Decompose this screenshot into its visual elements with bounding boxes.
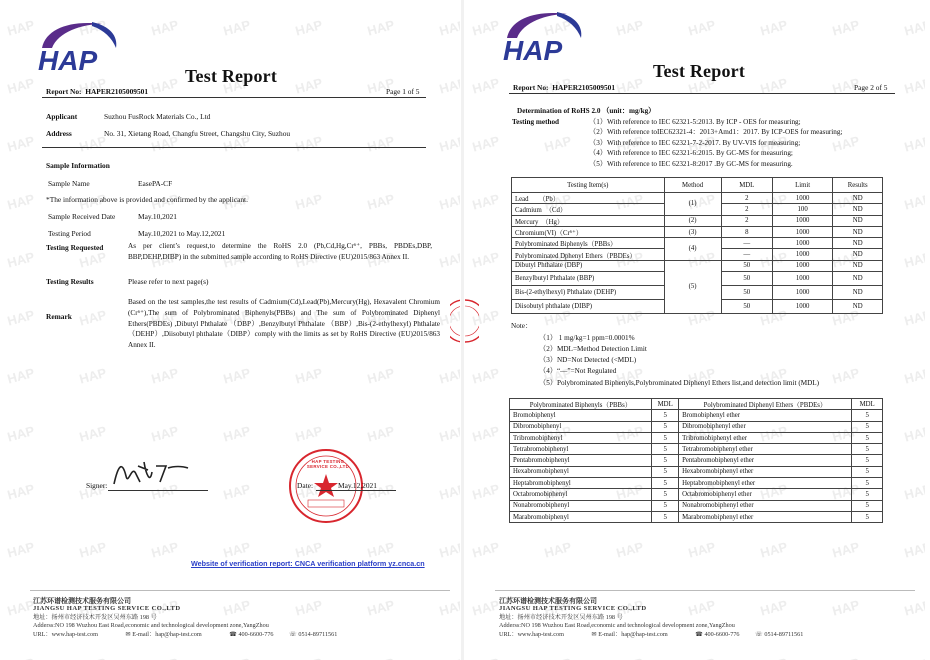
verification-link[interactable]: Website of verification report: CNCA verification platform yz.cnca.cn	[191, 559, 425, 568]
confirm-note: *The information above is provided and confirmed by the applicant.	[46, 195, 248, 204]
testing-requested-value: As per client’s request,to determine the RoHS 2.0 (Pb,Cd,Hg,Cr⁶⁺, PBBs, PBDEs,DBP, BBP,DEHP,DIBP) in the submitted sample according to RoHS Directive (EU)2015/863 Annex II.	[128, 242, 432, 261]
report-page-2	[465, 0, 925, 660]
mdl-cell: 50	[721, 300, 772, 314]
signature	[108, 456, 192, 492]
table-row	[512, 260, 883, 271]
report-number	[513, 83, 615, 92]
item-cell: Cadmium （Cd）	[512, 204, 665, 215]
url-link[interactable]: www.hap-test.com	[517, 631, 564, 638]
col-header-pbbs: Polybrominated Biphenyls（PBBs）	[510, 399, 652, 410]
pbde-cell: Tribromobiphenyl ether	[679, 432, 852, 443]
table-row	[510, 444, 883, 455]
limit-cell: 1000	[772, 215, 833, 226]
fax-value: 0514-89711561	[764, 631, 804, 638]
item-cell: Benzylbutyl Phthalate (BBP)	[512, 272, 665, 286]
note-label: Note：	[511, 322, 533, 330]
table-row	[510, 432, 883, 443]
pbb-cell: Tribromobiphenyl	[510, 432, 652, 443]
pbb-cell: Dibromobiphenyl	[510, 421, 652, 432]
mdl-cell: 2	[721, 193, 772, 204]
pbb-cell: Tetrabromobiphenyl	[510, 444, 652, 455]
sample-name-label: Sample Name	[48, 179, 90, 188]
date-value: May.12,2021	[338, 481, 377, 490]
mdl-cell: 5	[652, 410, 679, 421]
section-rule	[42, 147, 426, 148]
limit-cell: 100	[772, 204, 833, 215]
result-cell: ND	[833, 249, 883, 260]
item-cell: Mercury （Hg）	[512, 215, 665, 226]
date-label: Date:	[297, 481, 314, 490]
pbde-cell: Pentabromobiphenyl ether	[679, 455, 852, 466]
col-header-mdl: MDL	[721, 178, 772, 193]
fax-value: 0514-89711561	[298, 631, 338, 638]
pbde-cell: Nonabromobiphenyl ether	[679, 500, 852, 511]
limit-cell: 1000	[772, 260, 833, 271]
pbde-cell: Octabromobiphenyl ether	[679, 489, 852, 500]
page-title: Test Report	[653, 61, 746, 81]
item-cell: Polybrominated Dphenyl Ethers（PBDEs）	[512, 249, 665, 260]
signer-line	[108, 490, 208, 491]
mdl-cell: 2	[721, 204, 772, 215]
testing-method-list	[589, 117, 843, 169]
footer-address-cn: 地址：扬州市经济技术开发区吴州东路 198 号	[499, 614, 623, 621]
mdl-cell: 5	[852, 410, 883, 421]
email-icon: ✉	[125, 631, 131, 638]
col-header-pbdes: Polybrominated Diphenyl Ethers（PBDEs）	[679, 399, 852, 410]
mdl-cell: 5	[652, 421, 679, 432]
mdl-cell: 5	[852, 444, 883, 455]
method-item: （4）With reference to IEC 62321-6:2015. By GC-MS for measuring;	[589, 149, 793, 158]
mdl-cell: 5	[852, 455, 883, 466]
limit-cell: 1000	[772, 286, 833, 300]
footer-company-cn: 江苏环谱检测技术服务有限公司	[499, 597, 597, 605]
result-cell: ND	[833, 286, 883, 300]
result-cell: ND	[833, 260, 883, 271]
mdl-cell: 5	[652, 444, 679, 455]
mdl-cell: 5	[852, 466, 883, 477]
method-item: （1）With reference to IEC 62321-5:2013. By ICP - OES for measuring;	[589, 118, 801, 126]
footer-rule	[495, 590, 915, 591]
col-header-mdl: MDL	[852, 399, 883, 410]
pbb-cell: Bromobiphenyl	[510, 410, 652, 421]
email-link[interactable]: hap@hap-test.com	[155, 631, 202, 638]
address-value: No. 31, Xietang Road, Changfu Street, Changshu City, Suzhou	[104, 129, 291, 138]
limit-cell: 1000	[772, 238, 833, 249]
mdl-cell: 5	[652, 511, 679, 522]
mdl-cell: 5	[852, 489, 883, 500]
received-date-value: May.10,2021	[138, 212, 177, 221]
remark-label: Remark	[46, 312, 72, 321]
pbde-cell: Dibromobiphenyl ether	[679, 421, 852, 432]
mdl-cell: 5	[852, 478, 883, 489]
note-item: （1） 1 mg/kg=1 ppm=0.0001%	[539, 334, 635, 342]
col-header-results: Results	[833, 178, 883, 193]
mdl-cell: 5	[652, 500, 679, 511]
table-row	[512, 193, 883, 204]
note-item: （3）ND=Not Detected (<MDL)	[539, 356, 637, 365]
table-row	[510, 511, 883, 522]
url-link[interactable]: www.hap-test.com	[51, 631, 98, 638]
mdl-cell: 5	[852, 500, 883, 511]
mdl-cell: 5	[652, 455, 679, 466]
table-row	[510, 489, 883, 500]
method-item: （3）With reference to IEC 62321-7-2-2017. By UV-VIS for measuring;	[589, 138, 801, 147]
note-item: （5）Polybrominated Biphenyls,Polybrominated Diphenyl Ethers list,and detection limit (MDL)	[539, 378, 820, 387]
mdl-cell: 50	[721, 260, 772, 271]
mdl-cell: 5	[652, 489, 679, 500]
footer-company-en: JIANGSU HAP TESTING SERVICE CO.,LTD	[33, 605, 181, 612]
hap-logo	[32, 18, 122, 78]
svg-text:HAP: HAP	[38, 45, 98, 76]
pbb-cell: Marabromobiphenyl	[510, 511, 652, 522]
item-cell: Bis-(2-ethylhexyl) Phthalate (DEHP)	[512, 286, 665, 300]
pbb-cell: Hexabromobiphenyl	[510, 466, 652, 477]
col-header-mdl: MDL	[652, 399, 679, 410]
footer-address-cn: 地址：扬州市经济技术开发区吴州东路 198 号	[33, 614, 157, 621]
table-row	[510, 500, 883, 511]
table-row	[510, 455, 883, 466]
fax-icon: ☏	[289, 631, 297, 638]
results-header-row	[512, 178, 883, 193]
footer-address-en: Adderss:NO 198 Wuzhou East Road,economic and technological development zone,YangZhou	[33, 622, 269, 629]
phone-icon: ☎	[229, 631, 237, 638]
testing-requested-label: Testing Requested	[46, 243, 104, 252]
result-cell: ND	[833, 272, 883, 286]
email-label: E-mail：	[598, 631, 622, 638]
edge-seal	[465, 298, 479, 344]
method-cell: (4)	[664, 238, 721, 261]
mdl-cell: 5	[652, 466, 679, 477]
date-line	[316, 490, 396, 491]
fax-icon: ☏	[755, 631, 763, 638]
result-cell: ND	[833, 226, 883, 237]
mdl-cell: —	[721, 238, 772, 249]
pbde-cell: Tetrabromobiphenyl ether	[679, 444, 852, 455]
svg-text:HAP: HAP	[503, 35, 563, 66]
limit-cell: 1000	[772, 193, 833, 204]
pbde-cell: Marabromobiphenyl ether	[679, 511, 852, 522]
mdl-cell: 50	[721, 272, 772, 286]
limit-cell: 1000	[772, 226, 833, 237]
note-item: （4）“—”=Not Regulated	[539, 367, 617, 376]
item-cell: Chromium(VI)（Cr⁶⁺）	[512, 226, 665, 237]
table-row	[512, 226, 883, 237]
watermark-pattern	[465, 0, 925, 660]
report-number-label: Report No:	[46, 87, 82, 96]
result-cell: ND	[833, 215, 883, 226]
result-cell: ND	[833, 300, 883, 314]
col-header-method: Method	[664, 178, 721, 193]
item-cell: Diisobutyl phthalate (DIBP)	[512, 300, 665, 314]
sample-info-heading: Sample Information	[46, 161, 110, 170]
hap-logo	[497, 8, 587, 68]
footer-contact	[33, 631, 453, 639]
item-cell: Dibutyl Phthalate (DBP)	[512, 260, 665, 271]
mdl-cell: 5	[652, 478, 679, 489]
result-cell: ND	[833, 204, 883, 215]
report-number-label: Report No:	[513, 83, 549, 92]
url-label: URL：	[499, 631, 518, 638]
sample-name-value: EasePA-CF	[138, 179, 173, 188]
testing-period-value: May.10,2021 to May.12,2021	[138, 229, 226, 238]
method-cell: (5)	[664, 260, 721, 313]
testing-period-label: Testing Period	[48, 229, 91, 238]
email-link[interactable]: hap@hap-test.com	[621, 631, 668, 638]
mdl-cell: 5	[852, 511, 883, 522]
method-cell: (2)	[664, 215, 721, 226]
notes-list	[539, 333, 819, 389]
table-row	[512, 238, 883, 249]
pbde-cell: Heptabromobiphenyl ether	[679, 478, 852, 489]
page-title: Test Report	[185, 66, 278, 86]
pbde-cell: Bromobiphenyl ether	[679, 410, 852, 421]
table-row	[512, 215, 883, 226]
header-rule	[509, 93, 895, 94]
method-item: （5）With reference to IEC 62321-8:2017 .By GC-MS for measuring.	[589, 159, 793, 168]
report-page-1	[0, 0, 460, 660]
footer-company-en: JIANGSU HAP TESTING SERVICE CO.,LTD	[499, 605, 647, 612]
pbb-cell: Pentabromobiphenyl	[510, 455, 652, 466]
mdl-cell: 2	[721, 215, 772, 226]
page-number: Page 2 of 5	[854, 83, 888, 92]
footer-contact	[499, 631, 919, 639]
limit-cell: 1000	[772, 300, 833, 314]
edge-seal	[450, 298, 460, 344]
remark-value: Based on the test samples,the test results of Cadmium(Cd),Lead(Pb),Mercury(Hg), Hexavalent Chromium (Cr⁶⁺),The sum of Polybrominated Biphenyls(PBBs) and The sum of Polybrominated Diphenyl Ethers(PBDEs) ,Dibutyl Phthalate （DBP）,Benzylbutyl Phthalate （BBP）,Bis-(2-ethylhexyl) Phthalate（DEHP）,Diisobutyl phthalate（DIBP）comply with the limits as set by RoHS Directive (EU)2015/863 Annex II.	[128, 298, 440, 350]
footer-rule	[30, 590, 450, 591]
limit-cell: 1000	[772, 249, 833, 260]
method-cell: (3)	[664, 226, 721, 237]
footer-company-cn: 江苏环谱检测技术服务有限公司	[33, 597, 131, 605]
testing-method-label: Testing method	[512, 118, 560, 126]
mdl-cell: 5	[852, 432, 883, 443]
mdl-cell: —	[721, 249, 772, 260]
table-row	[510, 466, 883, 477]
footer-address-en: Adderss:NO 198 Wuzhou East Road,economic and technological development zone,YangZhou	[499, 622, 735, 629]
phone-value: 400-6600-776	[704, 631, 740, 638]
pbb-cell: Octabromobiphenyl	[510, 489, 652, 500]
page-divider	[461, 0, 464, 660]
applicant-value: Suzhou FusRock Materials Co., Ltd	[104, 112, 211, 121]
col-header-limit: Limit	[772, 178, 833, 193]
phone-value: 400-6600-776	[238, 631, 274, 638]
testing-results-value: Please refer to next page(s)	[128, 277, 209, 286]
mdl-cell: 5	[652, 432, 679, 443]
signer-label: Signer:	[86, 481, 108, 490]
method-cell: (1)	[664, 193, 721, 216]
pbb-pbde-table	[509, 398, 883, 523]
applicant-label: Applicant	[46, 112, 78, 121]
mdl-cell: 5	[852, 421, 883, 432]
email-icon: ✉	[591, 631, 597, 638]
limit-cell: 1000	[772, 272, 833, 286]
phone-icon: ☎	[695, 631, 703, 638]
email-label: E-mail：	[132, 631, 156, 638]
item-cell: Lead （Pb）	[512, 193, 665, 204]
method-item: （2）With reference toIEC62321-4：2013+Amd1：2017. By ICP-OES for measuring;	[589, 128, 843, 137]
determination-heading: Determination of RoHS 2.0 （unit：mg/kg）	[517, 107, 656, 115]
item-cell: Polybrominated Biphenyls（PBBs）	[512, 238, 665, 249]
received-date-label: Sample Received Date	[48, 212, 116, 221]
page-number: Page 1 of 5	[386, 87, 420, 96]
report-number-value: HAPER2105009501	[85, 87, 149, 96]
table-row	[510, 478, 883, 489]
note-item: （2）MDL=Method Detection Limit	[539, 345, 647, 354]
pbb-header-row	[510, 399, 883, 410]
address-label: Address	[46, 129, 72, 138]
header-rule	[42, 97, 426, 98]
pbde-cell: Hexabromobiphenyl ether	[679, 466, 852, 477]
report-number-value: HAPER2105009501	[552, 83, 616, 92]
result-cell: ND	[833, 193, 883, 204]
report-number	[46, 87, 148, 96]
mdl-cell: 8	[721, 226, 772, 237]
result-cell: ND	[833, 238, 883, 249]
table-row	[510, 421, 883, 432]
pbb-cell: Nonabromobiphenyl	[510, 500, 652, 511]
results-table	[511, 177, 883, 314]
table-row	[510, 410, 883, 421]
stamp-text: HAP TESTING SERVICE CO.,LTD	[306, 459, 350, 469]
pbb-cell: Heptabromobiphenyl	[510, 478, 652, 489]
testing-results-label: Testing Results	[46, 277, 94, 286]
col-header-item: Testing Item(s)	[512, 178, 665, 193]
mdl-cell: 50	[721, 286, 772, 300]
url-label: URL：	[33, 631, 52, 638]
